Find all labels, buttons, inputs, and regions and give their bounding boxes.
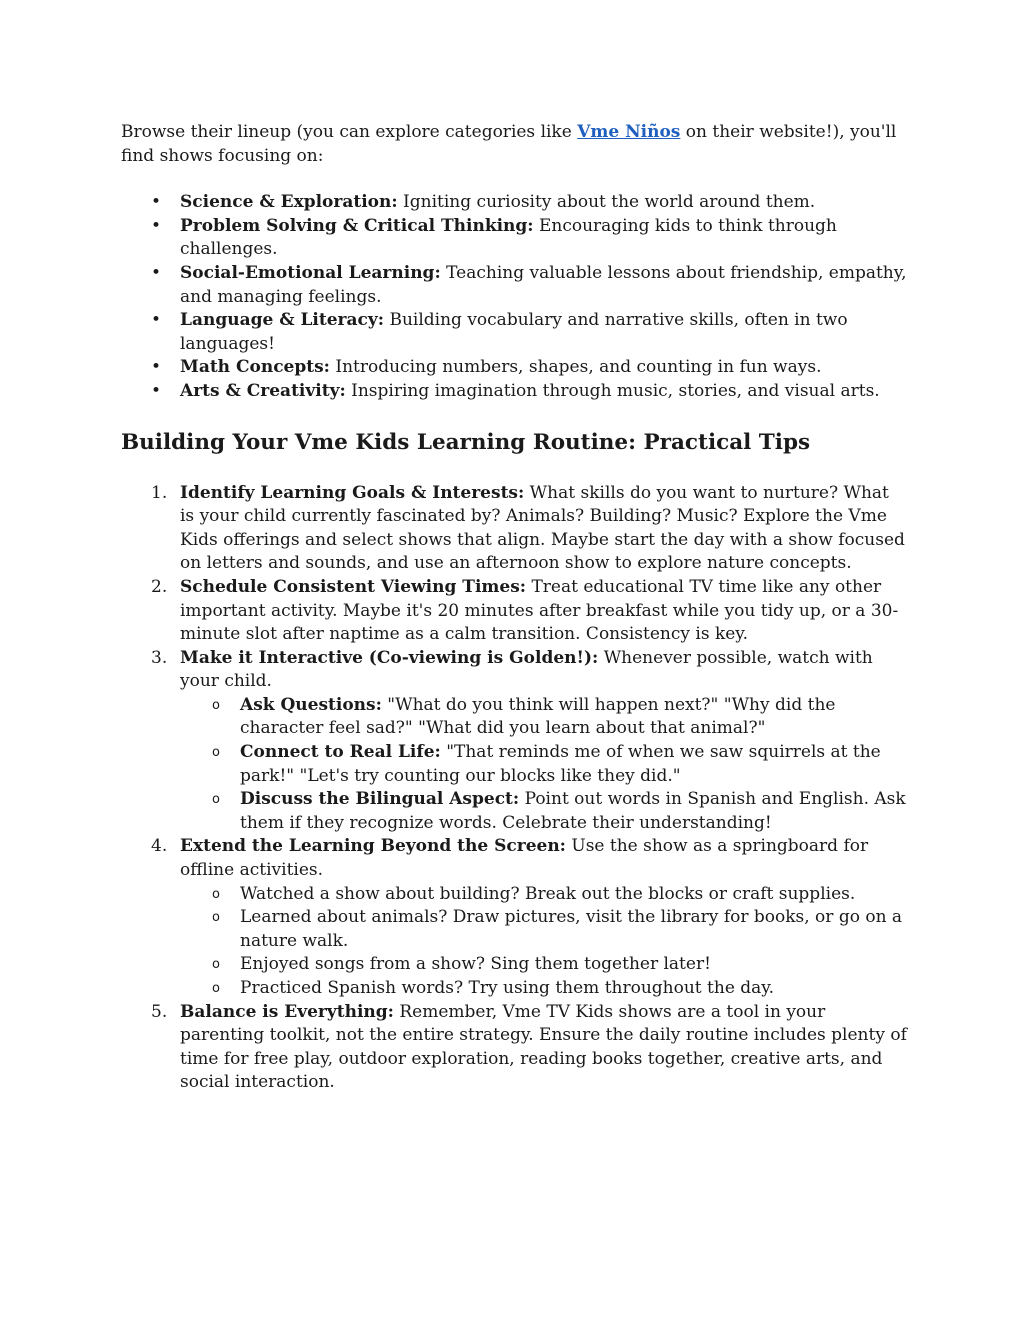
list-item bbox=[121, 380, 907, 404]
document-page bbox=[121, 121, 907, 1095]
list-item-title: Problem Solving & Critical Thinking: bbox=[180, 215, 534, 236]
tip-number: 2. bbox=[151, 576, 168, 597]
sub-bullet-marker: o bbox=[212, 886, 220, 902]
list-item bbox=[121, 191, 907, 215]
tip-text: Remember, Vme TV Kids shows are a tool in your parenting toolkit, not the entire strategy. Ensure the daily routine includes plenty of time for free play, outdoor exploration, reading books together, creative arts, and social interaction. bbox=[180, 1001, 907, 1093]
tip-text: What skills do you want to nurture? What is your child currently fascinated by? Animals? Building? Music? Explore the Vme Kids offerings and select shows that align. Maybe start the day with a show focused on letters and sounds, and use an afternoon show to explore nature concepts. bbox=[180, 482, 905, 574]
tip-title: Schedule Consistent Viewing Times: bbox=[180, 576, 527, 597]
list-item-title: Math Concepts: bbox=[180, 357, 330, 378]
sub-item bbox=[180, 883, 907, 907]
list-item bbox=[121, 309, 907, 356]
tip-title: Extend the Learning Beyond the Screen: bbox=[180, 836, 566, 857]
sub-item-text: "That reminds me of when we saw squirrels at the park!" "Let's try counting our blocks like they did." bbox=[240, 742, 881, 786]
sub-item-title: Connect to Real Life: bbox=[240, 742, 441, 763]
tip-title: Balance is Everything: bbox=[180, 1001, 394, 1022]
tip-item bbox=[121, 647, 907, 836]
list-item-title: Science & Exploration: bbox=[180, 192, 398, 213]
list-item-text: Teaching valuable lessons about friendship, empathy, and managing feelings. bbox=[180, 262, 907, 307]
tip-text: Treat educational TV time like any other important activity. Maybe it's 20 minutes after breakfast while you tidy up, or a 30-minute slot after naptime as a calm transition. Consistency is key. bbox=[180, 576, 899, 645]
tip-text: Whenever possible, watch with your child. bbox=[180, 647, 873, 692]
sub-item-text: "What do you think will happen next?" "Why did the character feel sad?" "What did you learn about that animal?" bbox=[240, 694, 836, 739]
list-item-text: Introducing numbers, shapes, and counting in fun ways. bbox=[329, 357, 822, 378]
sub-item bbox=[180, 906, 907, 953]
list-item-title: Language & Literacy: bbox=[180, 310, 385, 331]
intro-paragraph bbox=[121, 121, 907, 168]
list-item-text: Igniting curiosity about the world around them. bbox=[397, 192, 816, 213]
sub-item-text: Point out words in Spanish and English. Ask them if they recognize words. Celebrate their understanding! bbox=[240, 789, 906, 833]
sub-item bbox=[180, 694, 907, 741]
list-item-text: Inspiring imagination through music, stories, and visual arts. bbox=[345, 380, 880, 401]
focus-areas-list bbox=[121, 191, 907, 403]
tip-number: 3. bbox=[151, 647, 168, 668]
tip-text: Use the show as a springboard for offline activities. bbox=[180, 836, 869, 881]
tip-title: Make it Interactive (Co-viewing is Golden!): bbox=[180, 647, 599, 668]
sub-item-text: Practiced Spanish words? Try using them throughout the day. bbox=[240, 978, 775, 998]
sub-bullet-marker: o bbox=[212, 910, 220, 926]
tip-item bbox=[121, 482, 907, 576]
sub-item-text: Learned about animals? Draw pictures, visit the library for books, or go on a nature walk. bbox=[240, 907, 903, 951]
list-item-text: Encouraging kids to think through challenges. bbox=[180, 215, 837, 260]
section-heading: Building Your Vme Kids Learning Routine: Practical Tips bbox=[121, 429, 811, 455]
tip-item bbox=[121, 1001, 907, 1095]
tip-number: 1. bbox=[151, 482, 168, 503]
sub-item bbox=[180, 977, 907, 1001]
sub-bullet-marker: o bbox=[212, 745, 220, 761]
vme-ninos-link[interactable]: Vme Niños bbox=[577, 122, 681, 142]
intro-text-before: Browse their lineup (you can explore categories like bbox=[121, 122, 578, 142]
list-item-title: Social-Emotional Learning: bbox=[180, 262, 441, 283]
tips-list bbox=[121, 482, 907, 1095]
list-item-text: Building vocabulary and narrative skills, often in two languages! bbox=[180, 310, 848, 354]
sub-bullet-marker: o bbox=[212, 697, 220, 713]
list-item-title: Arts & Creativity: bbox=[180, 380, 346, 401]
sub-item bbox=[180, 953, 907, 977]
list-item bbox=[121, 356, 907, 380]
tip-number: 4. bbox=[151, 836, 168, 857]
tip-title: Identify Learning Goals & Interests: bbox=[180, 482, 525, 503]
list-item bbox=[121, 215, 907, 262]
sub-item-text: Watched a show about building? Break out the blocks or craft supplies. bbox=[240, 883, 856, 904]
sub-list bbox=[180, 694, 907, 836]
tip-item bbox=[121, 835, 907, 1000]
sub-bullet-marker: o bbox=[212, 957, 220, 973]
tip-item bbox=[121, 576, 907, 647]
sub-item bbox=[180, 741, 907, 788]
list-item bbox=[121, 262, 907, 309]
tip-number: 5. bbox=[151, 1001, 168, 1022]
sub-bullet-marker: o bbox=[212, 792, 220, 808]
sub-list bbox=[180, 883, 907, 1001]
sub-bullet-marker: o bbox=[212, 981, 220, 996]
sub-item-title: Discuss the Bilingual Aspect: bbox=[240, 789, 520, 810]
sub-item-text: Enjoyed songs from a show? Sing them together later! bbox=[240, 954, 711, 975]
intro-text-after: on their website!), you'll find shows focusing on: bbox=[121, 122, 897, 166]
sub-item bbox=[180, 788, 907, 835]
sub-item-title: Ask Questions: bbox=[240, 694, 382, 715]
